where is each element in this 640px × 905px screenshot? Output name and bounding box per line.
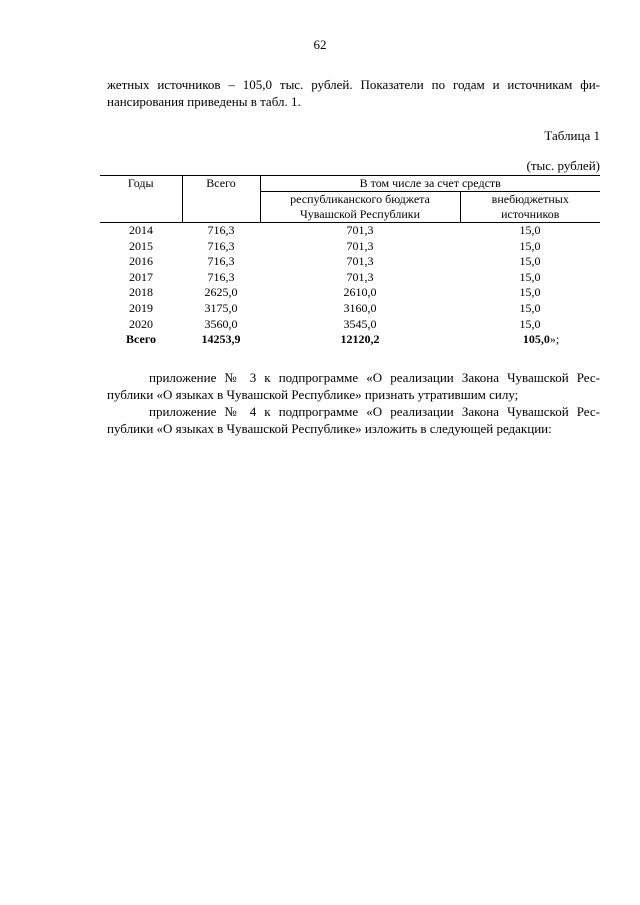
cell-year: 2019: [129, 300, 153, 315]
body-line: приложение № 3 к подпрограмме «О реализации Закона Чувашской Рес-: [149, 370, 600, 385]
body-line: публики «О языках в Чувашской Республике» признать утратившим силу;: [107, 387, 519, 402]
cell-total: 716,3: [207, 269, 235, 284]
intro-paragraph: [107, 76, 600, 110]
table-units: (тыс. рублей): [526, 158, 600, 173]
table-caption: Таблица 1: [544, 128, 600, 143]
cell-republic: 701,3: [346, 223, 374, 237]
table-row: [100, 270, 600, 286]
table-row: [100, 317, 600, 333]
cell-extra: 15,0: [519, 300, 541, 315]
cell-extra: 15,0: [519, 285, 541, 300]
cell-year: 2016: [129, 254, 153, 269]
cell-total: 2625,0: [204, 285, 238, 300]
header-years: Годы: [100, 176, 182, 223]
body-line: публики «О языках в Чувашской Республике» изложить в следующей редакции:: [107, 421, 552, 436]
table-row: [100, 254, 600, 270]
cell-republic: 701,3: [346, 269, 374, 284]
financing-table: [100, 175, 600, 348]
cell-total: 716,3: [207, 223, 235, 237]
cell-extra: 15,0: [519, 316, 541, 331]
table-row: [100, 239, 600, 255]
after-paragraph-1: [107, 369, 600, 403]
cell-extra: 15,0: [519, 254, 541, 269]
cell-republic: 3160,0: [343, 300, 377, 315]
cell-total-extra: [460, 332, 600, 348]
header-group: В том числе за счет средств: [260, 176, 600, 192]
cell-republic: 3545,0: [343, 316, 377, 331]
cell-total-label: Всего: [126, 332, 156, 347]
table-total-row: [100, 332, 600, 348]
cell-total-sum: 14253,9: [201, 332, 241, 347]
cell-total: 716,3: [207, 254, 235, 269]
cell-year: 2018: [129, 285, 153, 300]
intro-line: жетных источников – 105,0 тыс. рублей. Показатели по годам и источникам фи-: [107, 77, 600, 92]
total-extra-value: 105,0: [522, 332, 550, 347]
cell-year: 2020: [129, 316, 153, 331]
cell-republic: 701,3: [346, 238, 374, 253]
cell-total: 3560,0: [204, 316, 238, 331]
page-number: 62: [313, 37, 327, 52]
cell-extra: 15,0: [519, 269, 541, 284]
after-paragraph-2: [107, 403, 600, 437]
cell-extra: 15,0: [519, 223, 541, 237]
header-republic-budget: республиканского бюджета Чувашской Республики: [260, 192, 460, 223]
cell-year: 2014: [129, 223, 153, 237]
cell-total-republic: 12120,2: [340, 332, 380, 347]
header-extrabudgetary: внебюджетных источников: [460, 192, 600, 223]
table-row: [100, 223, 600, 239]
header-total: Всего: [182, 176, 260, 223]
cell-total: 3175,0: [204, 300, 238, 315]
table-row: [100, 301, 600, 317]
cell-republic: 2610,0: [343, 285, 377, 300]
body-line: приложение № 4 к подпрограмме «О реализации Закона Чувашской Рес-: [149, 404, 600, 419]
cell-year: 2015: [129, 238, 153, 253]
cell-extra: 15,0: [519, 238, 541, 253]
cell-republic: 701,3: [346, 254, 374, 269]
cell-total: 716,3: [207, 238, 235, 253]
table-row: [100, 285, 600, 301]
cell-year: 2017: [129, 269, 153, 284]
total-extra-suffix: »;: [549, 332, 560, 347]
intro-line: нансирования приведены в табл. 1.: [107, 94, 301, 109]
